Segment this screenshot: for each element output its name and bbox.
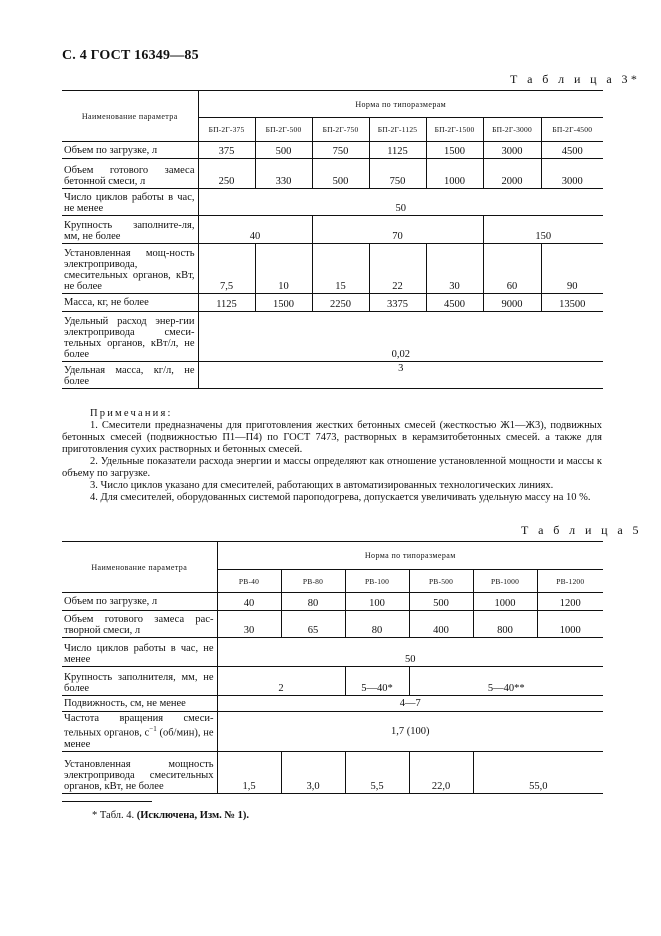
cell: 80 <box>345 611 409 638</box>
cell: 1000 <box>426 159 483 189</box>
footnote-text: * Табл. 4. <box>92 810 135 821</box>
cell: 50 <box>198 189 603 216</box>
cell: 1200 <box>537 593 603 611</box>
cell: 7,5 <box>198 244 255 294</box>
cell: 30 <box>426 244 483 294</box>
table-row <box>62 712 603 752</box>
norm-header: Норма по типоразмерам <box>217 542 603 570</box>
size-header: БП-2Г-1500 <box>426 118 483 142</box>
cell: 2000 <box>483 159 541 189</box>
cell: 3,0 <box>281 752 345 794</box>
cell: 22 <box>369 244 426 294</box>
cell: 1125 <box>369 142 426 159</box>
row-label <box>62 712 217 752</box>
size-header: БП-2Г-1125 <box>369 118 426 142</box>
cell: 13500 <box>541 294 603 312</box>
row-label-main: Частота вращения смеси-тельных органов, с <box>64 713 214 739</box>
cell: 1125 <box>198 294 255 312</box>
cell: 60 <box>483 244 541 294</box>
size-header: РВ-100 <box>345 570 409 593</box>
table-row <box>62 696 603 712</box>
cell: 4—7 <box>217 696 603 712</box>
table-5 <box>62 541 603 794</box>
row-label: Крупность заполнителя, мм, не более <box>62 667 217 696</box>
cell: 0,02 <box>198 312 603 362</box>
row-label-tail: (об/мин), не менее <box>64 727 214 750</box>
param-header: Наименование параметра <box>62 91 198 142</box>
cell: 1,7 (100) <box>217 712 603 752</box>
table-row <box>62 312 603 362</box>
table-row <box>62 593 603 611</box>
page-header: С. 4 ГОСТ 16349—85 <box>62 48 199 63</box>
size-header: БП-2Г-3000 <box>483 118 541 142</box>
size-header: БП-2Г-4500 <box>541 118 603 142</box>
cell: 2250 <box>312 294 369 312</box>
cell: 4500 <box>541 142 603 159</box>
cell: 3 <box>198 362 603 389</box>
table-row <box>62 189 603 216</box>
norm-header: Норма по типоразмерам <box>198 91 603 118</box>
cell: 50 <box>217 638 603 667</box>
cell: 100 <box>345 593 409 611</box>
table-row <box>62 752 603 794</box>
table-row <box>62 611 603 638</box>
footnote-rule <box>62 801 152 802</box>
cell: 5—40** <box>409 667 603 696</box>
note-item: 2. Удельные показатели расхода энергии и массы определяют как отношение установленной мощности и массы к объему по загрузке. <box>62 456 602 479</box>
table-row <box>62 638 603 667</box>
cell: 250 <box>198 159 255 189</box>
cell: 5—40* <box>345 667 409 696</box>
cell: 400 <box>409 611 473 638</box>
table-row <box>62 142 603 159</box>
size-header: РВ-40 <box>217 570 281 593</box>
cell: 70 <box>312 216 483 244</box>
cell: 55,0 <box>473 752 603 794</box>
note-item: 1. Смесители предназначены для приготовления жестких бетонных смесей (жесткостью Ж1—Ж3), подвижных бетонных смесей (подвижностью П1—П4) по ГОСТ 7473, растворных в керамзитобетонных смесей. а также для приготовления сухих растворных и бетонных смесей. <box>62 420 602 455</box>
table-row <box>62 362 603 389</box>
cell: 40 <box>198 216 312 244</box>
row-label: Удельная масса, кг/л, не более <box>62 362 198 389</box>
table5-caption: Т а б л и ц а 5 <box>521 523 642 537</box>
cell: 22,0 <box>409 752 473 794</box>
cell: 1500 <box>255 294 312 312</box>
table-row <box>62 667 603 696</box>
size-header: БП-2Г-375 <box>198 118 255 142</box>
cell: 3000 <box>483 142 541 159</box>
row-label: Число циклов работы в час, не менее <box>62 189 198 216</box>
note-item: 3. Число циклов указано для смесителей, работающих в автоматизированных технологических линиях. <box>90 480 554 491</box>
row-label: Объем готового замеса рас-творной смеси, л <box>62 611 217 638</box>
cell: 4500 <box>426 294 483 312</box>
cell: 800 <box>473 611 537 638</box>
cell: 500 <box>409 593 473 611</box>
row-label: Масса, кг, не более <box>62 294 198 312</box>
cell: 330 <box>255 159 312 189</box>
cell: 750 <box>312 142 369 159</box>
notes <box>62 408 602 504</box>
size-header: РВ-1000 <box>473 570 537 593</box>
row-label: Объем по загрузке, л <box>62 593 217 611</box>
cell: 150 <box>483 216 603 244</box>
cell: 15 <box>312 244 369 294</box>
cell: 80 <box>281 593 345 611</box>
row-label-sup: −1 <box>149 725 157 734</box>
cell: 750 <box>369 159 426 189</box>
row-label: Установленная мощ-ность электропривода, смесительных органов, кВт, не более <box>62 244 198 294</box>
row-label: Крупность заполните-ля, мм, не более <box>62 216 198 244</box>
cell: 1500 <box>426 142 483 159</box>
notes-title: Примечания: <box>90 408 173 419</box>
param-header: Наименование параметра <box>62 542 217 593</box>
table-row <box>62 294 603 312</box>
cell: 3375 <box>369 294 426 312</box>
size-header: БП-2Г-750 <box>312 118 369 142</box>
cell: 65 <box>281 611 345 638</box>
cell: 9000 <box>483 294 541 312</box>
row-label: Удельный расход энер-гии электропривода смеси-тельных органов, кВт/л, не более <box>62 312 198 362</box>
cell: 10 <box>255 244 312 294</box>
footnote-bold: (Исключена, Изм. № 1). <box>136 810 249 821</box>
row-label: Объем готового замеса бетонной смеси, л <box>62 159 198 189</box>
cell: 2 <box>217 667 345 696</box>
row-label: Объем по загрузке, л <box>62 142 198 159</box>
cell: 90 <box>541 244 603 294</box>
note-item: 4. Для смесителей, оборудованных системой пароподогрева, допускается увеличивать удельную массу на 10 %. <box>90 492 591 503</box>
cell: 1000 <box>537 611 603 638</box>
size-header: РВ-80 <box>281 570 345 593</box>
table3-caption: Т а б л и ц а 3* <box>510 72 641 86</box>
cell: 1,5 <box>217 752 281 794</box>
table-3 <box>62 90 603 389</box>
size-header: БП-2Г-500 <box>255 118 312 142</box>
cell: 375 <box>198 142 255 159</box>
row-label: Число циклов работы в час, не менее <box>62 638 217 667</box>
size-header: РВ-1200 <box>537 570 603 593</box>
cell: 30 <box>217 611 281 638</box>
row-label: Подвижность, см, не менее <box>62 696 217 712</box>
cell: 40 <box>217 593 281 611</box>
size-header: РВ-500 <box>409 570 473 593</box>
cell: 500 <box>255 142 312 159</box>
cell: 3000 <box>541 159 603 189</box>
table-row <box>62 216 603 244</box>
row-label: Установленная мощность электропривода смесительных органов, кВт, не более <box>62 752 217 794</box>
table-row <box>62 244 603 294</box>
cell: 1000 <box>473 593 537 611</box>
table-row <box>62 159 603 189</box>
footnote <box>92 810 249 821</box>
cell: 500 <box>312 159 369 189</box>
cell: 5,5 <box>345 752 409 794</box>
